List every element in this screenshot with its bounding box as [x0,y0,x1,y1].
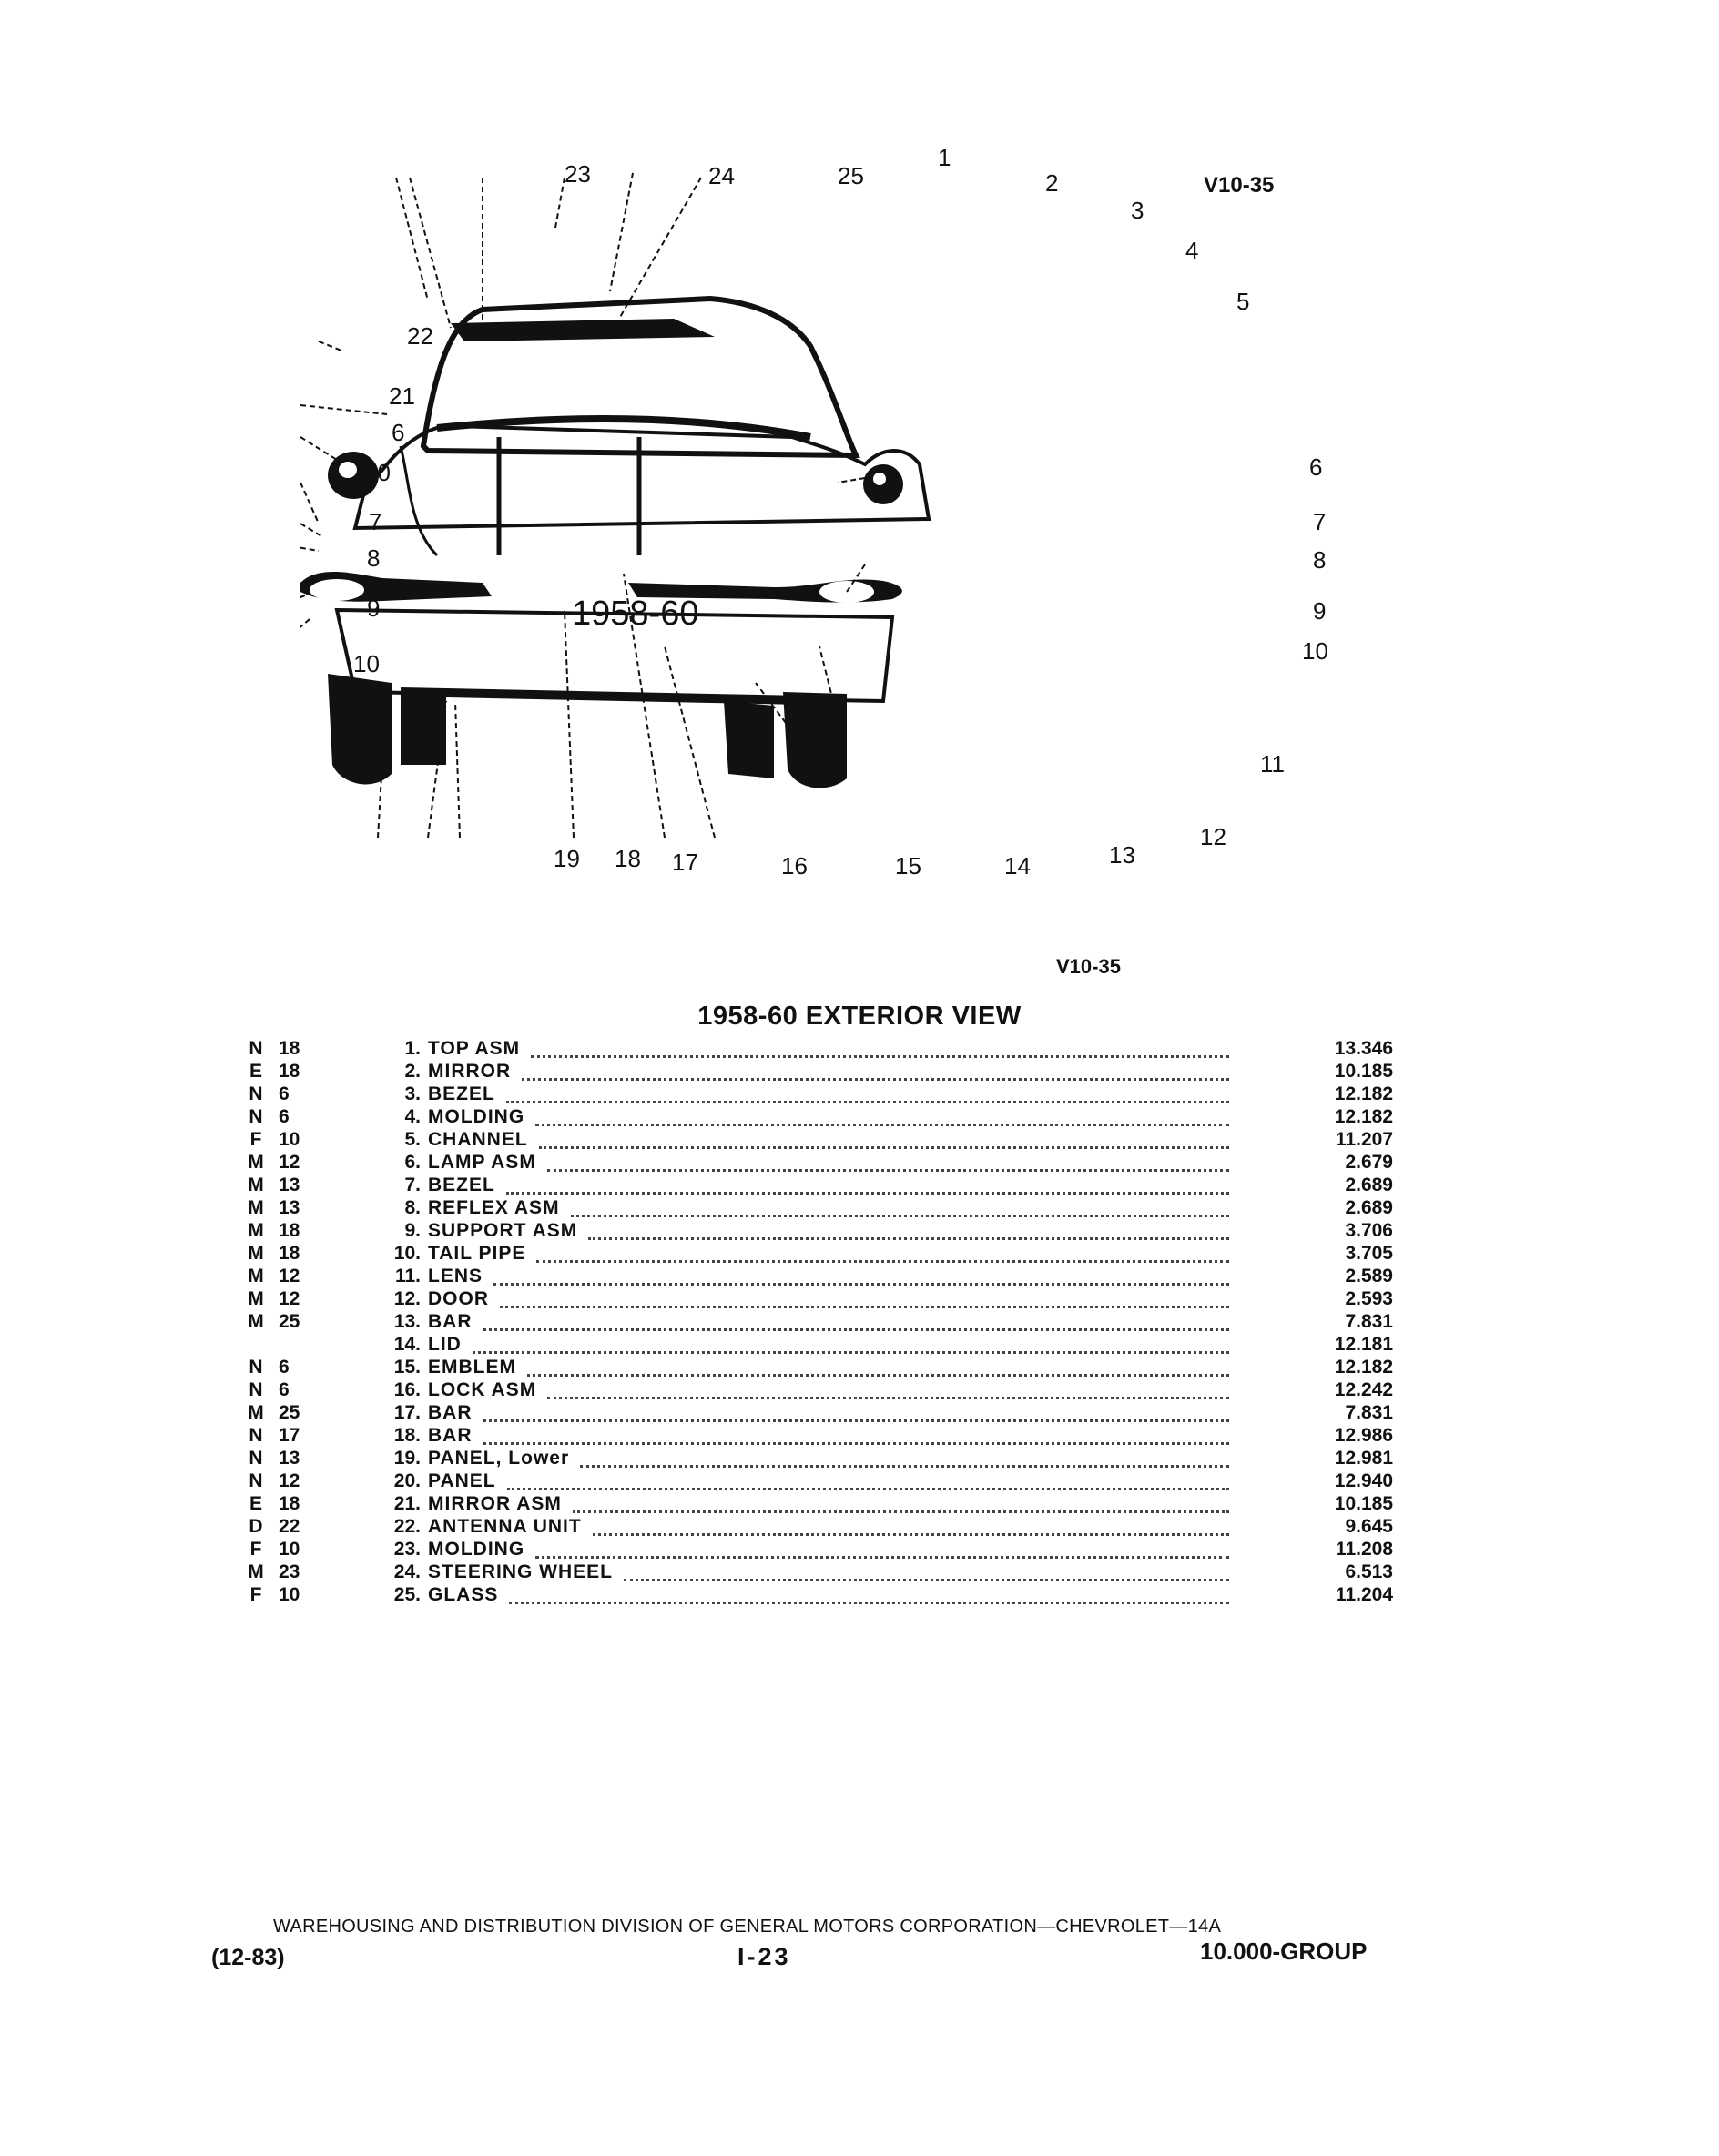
leader-dots [527,1371,1229,1377]
parts-row [246,1106,1393,1129]
source-number: 13 [279,1448,300,1469]
item-number: 9. [404,1220,421,1241]
part-description: LID [428,1334,462,1355]
item-number: 25. [393,1584,421,1605]
group-reference: 6.513 [1345,1561,1393,1582]
view-code: V10-35 [1056,955,1121,978]
callout-25: 25 [838,162,864,189]
callout-9-left: 9 [367,595,381,622]
callout-2: 2 [1045,169,1059,197]
item-number: 15. [393,1357,421,1378]
source-code: N [249,1106,263,1127]
part-description: BEZEL [428,1175,495,1195]
parts-row [246,1516,1393,1539]
callout-4: 4 [1185,237,1199,264]
callout-24: 24 [708,162,735,189]
source-code: M [248,1152,264,1173]
part-description: MOLDING [428,1106,525,1127]
item-number: 2. [404,1061,421,1082]
group-reference: 11.207 [1335,1129,1393,1150]
source-code: D [249,1516,263,1537]
parts-row [246,1357,1393,1379]
dot-leader [428,1038,1229,1061]
callout-23: 23 [565,160,591,188]
group-reference: 7.831 [1345,1311,1393,1332]
leader-dots [506,1189,1229,1195]
part-description: PANEL [428,1470,496,1491]
callout-15: 15 [895,852,921,880]
callout-16: 16 [781,852,808,880]
parts-row [246,1334,1393,1357]
group-reference: 2.689 [1345,1175,1393,1195]
leader-dots [588,1235,1229,1240]
parts-row [246,1175,1393,1197]
parts-row [246,1402,1393,1425]
group-reference: 2.589 [1345,1266,1393,1286]
item-number: 7. [404,1175,421,1195]
item-number: 3. [404,1083,421,1104]
source-code: E [249,1493,262,1514]
callout-8-right: 8 [1313,546,1327,574]
source-code: N [249,1357,263,1378]
source-code: F [249,1129,262,1150]
leader-dots [500,1303,1229,1308]
source-code: N [249,1083,263,1104]
leader-dots [507,1485,1229,1490]
license-plate-text: 1958-60 [572,595,699,633]
item-number: 11. [394,1266,421,1286]
source-number: 25 [279,1311,300,1332]
group-reference: 9.645 [1345,1516,1393,1537]
part-description: STEERING WHEEL [428,1561,614,1582]
source-code: N [249,1379,263,1400]
callout-11: 11 [1260,750,1285,778]
source-code: M [248,1402,264,1423]
leader-dots [547,1166,1229,1172]
dot-leader [428,1106,1229,1129]
dot-leader [428,1470,1229,1493]
dot-leader [428,1129,1229,1152]
part-description: MOLDING [428,1539,525,1560]
figure-code: V10-35 [1204,173,1275,198]
group-reference: 12.181 [1334,1334,1393,1355]
source-code: N [249,1425,263,1446]
callout-9-right: 9 [1313,597,1327,625]
source-code: N [249,1038,263,1059]
source-number: 18 [279,1493,300,1514]
parts-row [246,1288,1393,1311]
leader-dots [473,1348,1229,1354]
parts-row [246,1061,1393,1083]
parts-row [246,1311,1393,1334]
source-number: 13 [279,1197,300,1218]
part-description: MIRROR [428,1061,512,1082]
source-code: M [248,1220,264,1241]
group-reference: 12.986 [1334,1425,1393,1446]
item-number: 17. [393,1402,421,1423]
group-reference: 2.593 [1345,1288,1393,1309]
callout-7-left: 7 [369,508,382,535]
parts-row [246,1197,1393,1220]
callout-22: 22 [407,322,433,350]
callout-17: 17 [672,849,698,876]
leader-dots [493,1280,1229,1286]
part-description: SUPPORT ASM [428,1220,578,1241]
callout-6-right: 6 [1309,453,1323,481]
item-number: 24. [393,1561,421,1582]
dot-leader [428,1175,1229,1197]
part-description: BAR [428,1425,473,1446]
callout-10-right: 10 [1302,637,1328,665]
callout-3: 3 [1131,197,1144,224]
dot-leader [428,1288,1229,1311]
source-code: E [249,1061,262,1082]
leader-dots [506,1098,1229,1103]
source-code: F [249,1539,262,1560]
source-number: 23 [279,1561,300,1582]
item-number: 4. [404,1106,421,1127]
part-description: PANEL, Lower [428,1448,570,1469]
parts-row [246,1561,1393,1584]
group-reference: 3.706 [1345,1220,1393,1241]
leader-dots [539,1144,1229,1149]
leader-dots [531,1053,1229,1058]
source-number: 10 [279,1539,300,1560]
item-number: 12. [393,1288,421,1309]
parts-row [246,1243,1393,1266]
parts-row [246,1083,1393,1106]
exterior-view-illustration [300,137,1348,892]
part-description: EMBLEM [428,1357,516,1378]
parts-row [246,1379,1393,1402]
source-number: 12 [279,1266,300,1286]
source-number: 6 [279,1106,290,1127]
leader-dots [571,1212,1229,1217]
source-number: 12 [279,1152,300,1173]
dot-leader [428,1402,1229,1425]
source-number: 12 [279,1288,300,1309]
item-number: 22. [393,1516,421,1537]
dot-leader [428,1357,1229,1379]
leader-dots [580,1462,1229,1468]
callout-1: 1 [938,144,951,171]
parts-row [246,1129,1393,1152]
dot-leader [428,1334,1229,1357]
parts-list [246,1038,1393,1607]
part-description: LOCK ASM [428,1379,537,1400]
group-reference: 7.831 [1345,1402,1393,1423]
leader-dots [483,1417,1230,1422]
leader-dots [535,1553,1229,1559]
part-description: BAR [428,1402,473,1423]
callout-20: 20 [364,459,391,486]
callout-12: 12 [1200,823,1226,850]
part-description: REFLEX ASM [428,1197,560,1218]
parts-row [246,1584,1393,1607]
dot-leader [428,1539,1229,1561]
group-reference: 11.208 [1335,1539,1393,1560]
source-number: 10 [279,1129,300,1150]
source-number: 12 [279,1470,300,1491]
leader-dots [624,1576,1229,1581]
part-description: CHANNEL [428,1129,528,1150]
source-code: M [248,1243,264,1264]
parts-row [246,1470,1393,1493]
group-reference: 2.689 [1345,1197,1393,1218]
dot-leader [428,1311,1229,1334]
group-reference: 10.185 [1334,1061,1393,1082]
dot-leader [428,1379,1229,1402]
group-reference: 10.185 [1334,1493,1393,1514]
item-number: 6. [404,1152,421,1173]
part-description: ANTENNA UNIT [428,1516,582,1537]
source-code: M [248,1288,264,1309]
item-number: 5. [404,1129,421,1150]
source-number: 18 [279,1038,300,1059]
source-code: N [249,1448,263,1469]
source-code: M [248,1266,264,1286]
source-number: 6 [279,1357,290,1378]
dot-leader [428,1584,1229,1607]
leader-dots [483,1326,1230,1331]
callout-8-left: 8 [367,544,381,572]
source-number: 6 [279,1083,290,1104]
callout-13: 13 [1109,841,1135,869]
parts-row [246,1152,1393,1175]
leader-dots [547,1394,1229,1399]
source-code: N [249,1470,263,1491]
group-reference: 12.242 [1334,1379,1393,1400]
group-reference: 13.346 [1334,1038,1393,1059]
footer-group: 10.000-GROUP [1200,1937,1368,1965]
dot-leader [428,1425,1229,1448]
callout-6-left: 6 [392,419,405,446]
dot-leader [428,1243,1229,1266]
leader-dots [593,1531,1229,1536]
parts-row [246,1220,1393,1243]
group-reference: 11.204 [1335,1584,1393,1605]
callout-10-left: 10 [353,650,380,677]
leader-dots [522,1075,1229,1081]
parts-row [246,1448,1393,1470]
item-number: 20. [393,1470,421,1491]
callout-7-right: 7 [1313,508,1327,535]
part-description: BAR [428,1311,473,1332]
source-code: M [248,1197,264,1218]
part-description: MIRROR ASM [428,1493,562,1514]
leader-dots [573,1508,1229,1513]
source-number: 17 [279,1425,300,1446]
item-number: 1. [404,1038,421,1059]
source-number: 6 [279,1379,290,1400]
callout-14: 14 [1004,852,1031,880]
source-number: 18 [279,1061,300,1082]
callout-5: 5 [1236,288,1250,315]
group-reference: 12.940 [1334,1470,1393,1491]
group-reference: 12.182 [1334,1106,1393,1127]
parts-row [246,1425,1393,1448]
parts-row [246,1493,1393,1516]
dot-leader [428,1152,1229,1175]
item-number: 21. [393,1493,421,1514]
parts-row [246,1539,1393,1561]
source-number: 25 [279,1402,300,1423]
leader-dots [536,1257,1229,1263]
source-code: M [248,1311,264,1332]
item-number: 23. [393,1539,421,1560]
callout-19: 19 [554,845,580,872]
part-description: DOOR [428,1288,489,1309]
parts-row [246,1038,1393,1061]
group-reference: 12.182 [1334,1357,1393,1378]
part-description: LENS [428,1266,483,1286]
page-title: 1958-60 EXTERIOR VIEW [697,1002,1022,1031]
page-number: I-23 [737,1943,791,1970]
source-code: M [248,1175,264,1195]
source-number: 13 [279,1175,300,1195]
item-number: 10. [393,1243,421,1264]
callout-18: 18 [615,845,641,872]
group-reference: 12.182 [1334,1083,1393,1104]
footer-date: (12-83) [211,1945,285,1970]
item-number: 16. [393,1379,421,1400]
dot-leader [428,1266,1229,1288]
part-description: TAIL PIPE [428,1243,526,1264]
group-reference: 2.679 [1345,1152,1393,1173]
source-code: F [249,1584,262,1605]
item-number: 14. [393,1334,421,1355]
part-description: GLASS [428,1584,499,1605]
part-description: LAMP ASM [428,1152,536,1173]
item-number: 19. [393,1448,421,1469]
leader-dots [535,1121,1229,1126]
parts-row [246,1266,1393,1288]
leader-dots [509,1599,1229,1604]
leader-dots [483,1439,1230,1445]
source-number: 18 [279,1220,300,1241]
part-description: TOP ASM [428,1038,521,1059]
source-number: 10 [279,1584,300,1605]
item-number: 18. [393,1425,421,1446]
footer-publisher: WAREHOUSING AND DISTRIBUTION DIVISION OF GENERAL MOTORS CORPORATION—CHEVROLET—14A [273,1917,1222,1937]
item-number: 13. [393,1311,421,1332]
part-description: BEZEL [428,1083,495,1104]
source-number: 22 [279,1516,300,1537]
source-code: M [248,1561,264,1582]
dot-leader [428,1083,1229,1106]
dot-leader [428,1061,1229,1083]
source-number: 18 [279,1243,300,1264]
group-reference: 12.981 [1334,1448,1393,1469]
callout-21: 21 [389,382,415,410]
item-number: 8. [404,1197,421,1218]
group-reference: 3.705 [1345,1243,1393,1264]
